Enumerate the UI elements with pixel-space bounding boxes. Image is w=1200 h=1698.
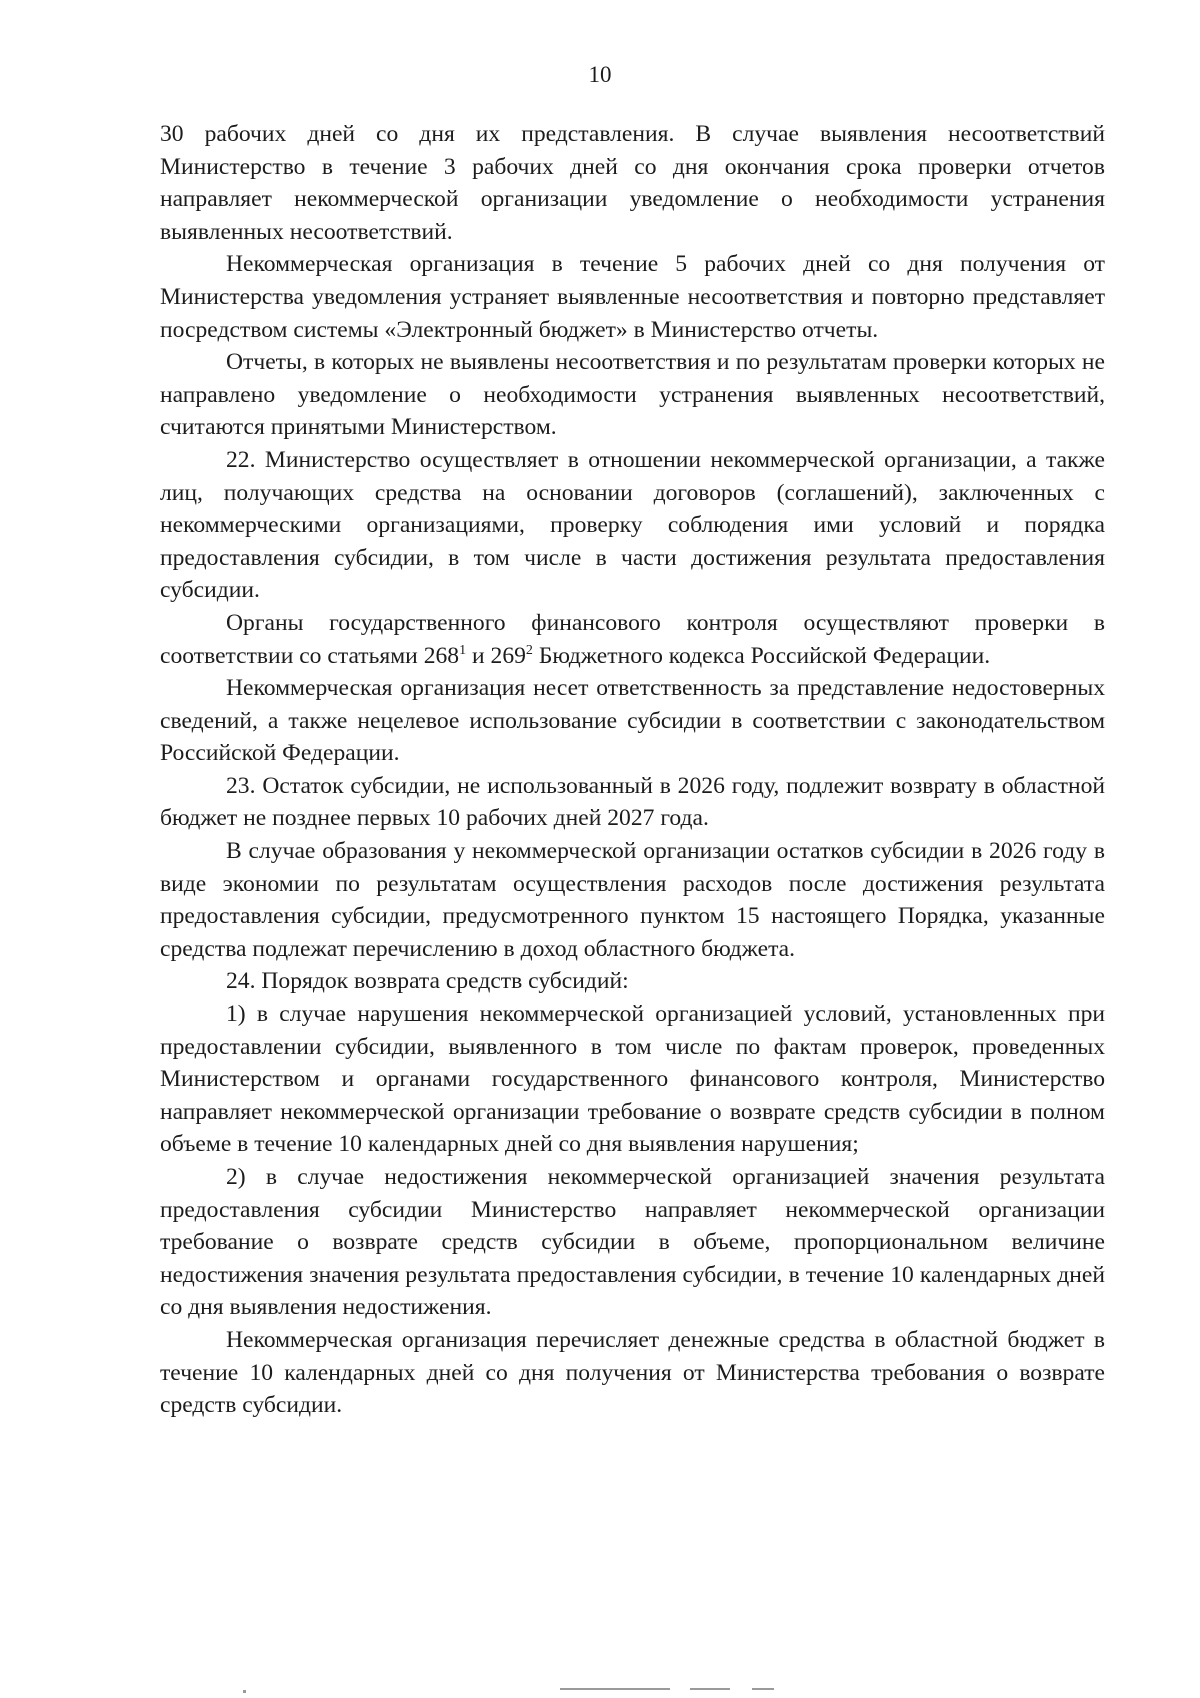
paragraph-resubmission: Некоммерческая организация в течение 5 рабочих дней со дня получения от Министерства уведомления устраняет выявленные несоответствия и повторно представляет посредством системы «Электронный бюджет» в Министерство отчеты. — [160, 251, 1105, 343]
paragraph-item-24-1: 1) в случае нарушения некоммерческой организацией условий, установленных при предоставлении субсидии, выявленного в том числе по фактам проверок, проведенных Министерством и органами государственного финансового контроля, Министерство направляет некоммерческой организации требование о возврате средств субсидии в полном объеме в течение 10 календарных дней со дня выявления нарушения; — [160, 1001, 1105, 1158]
financial-control-text-after: Бюджетного кодекса Российской Федерации. — [532, 642, 991, 669]
paragraph-item-24-2: 2) в случае недостижения некоммерческой организацией значения результата предоставления субсидии Министерство направляет некоммерческой организации требование о возврате средств субсидии в объеме, пропорциональном величине недостижения значения результата предоставления субсидии, в течение 10 календарных дней со дня выявления недостижения. — [160, 1164, 1105, 1321]
article-268-superscript: 1 — [459, 642, 467, 658]
scan-artifact-line — [752, 1688, 774, 1690]
financial-control-text-before: Органы государственного финансового контроля осуществляют проверки в соответствии со статьями 268 — [160, 609, 1105, 669]
paragraph-savings-residue: В случае образования у некоммерческой организации остатков субсидии в 2026 году в виде экономии по результатам осуществления расходов после достижения результата предоставления субсидии, предусмотренного пунктом 15 настоящего Порядка, указанные средства подлежат перечислению в доход областного бюджета. — [160, 838, 1105, 962]
financial-control-text-middle: и 269 — [466, 642, 526, 669]
article-269-superscript: 2 — [525, 642, 533, 658]
paragraph-responsibility: Некоммерческая организация несет ответственность за представление недостоверных сведений, а также нецелевое использование субсидии в соответствии с законодательством Российской Федерации. — [160, 675, 1105, 767]
scan-artifact-dot — [243, 1690, 246, 1693]
scan-artifact-line — [560, 1688, 670, 1690]
paragraph-item-22: 22. Министерство осуществляет в отношении некоммерческой организации, а также лиц, получающих средства на основании договоров (соглашений), заключенных с некоммерческими организациями, проверку соблюдения ими условий и порядка предоставления субсидии, в том числе в части достижения результата предоставления субсидии. — [160, 446, 1105, 604]
paragraph-item-24: 24. Порядок возврата средств субсидий: — [226, 968, 629, 995]
paragraph-financial-control — [160, 607, 1105, 672]
scan-artifact-line — [690, 1688, 730, 1690]
paragraph-item-23: 23. Остаток субсидии, не использованный в 2026 году, подлежит возврату в областной бюджет не позднее первых 10 рабочих дней 2027 года. — [160, 772, 1105, 832]
document-body — [160, 118, 1105, 1422]
paragraph-transfer-funds: Некоммерческая организация перечисляет денежные средства в областной бюджет в течение 10 календарных дней со дня получения от Министерства требования о возврате средств субсидии. — [160, 1326, 1105, 1419]
paragraph-reports-accepted: Отчеты, в которых не выявлены несоответствия и по результатам проверки которых не направлено уведомление о необходимости устранения выявленных несоответствий, считаются принятыми Министерством. — [160, 349, 1105, 441]
page-number: 10 — [588, 62, 612, 87]
paragraph-reports-deadline: 30 рабочих дней со дня их представления. В случае выявления несоответствий Министерство в течение 3 рабочих дней со дня окончания срока проверки отчетов направляет некоммерческой организации уведомление о необходимости устранения выявленных несоответствий. — [160, 121, 1105, 245]
